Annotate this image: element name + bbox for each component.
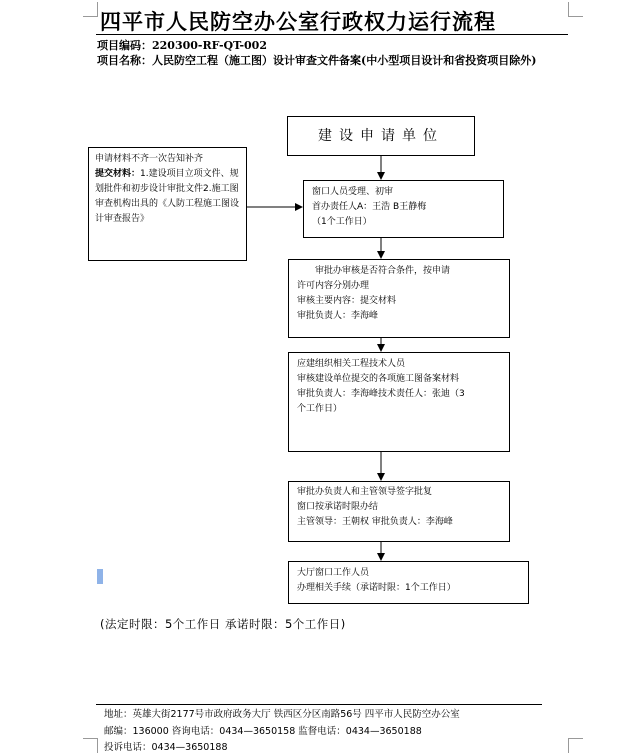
- step-approval-box: [288, 481, 510, 542]
- page-corner-mark: [83, 2, 98, 17]
- step-handling-box: [288, 561, 529, 604]
- footer-complaint: 投诉电话：0434—3650188: [104, 742, 228, 753]
- materials-list: 1.建设项目立项文件、规划批件和初步设计审批文件2.施工图审查机构出具的《人防工程施工图设计审查报告》: [95, 169, 240, 224]
- materials-label: 提交材料：: [95, 169, 141, 179]
- step-line: 大厅窗口工作人员: [297, 568, 370, 578]
- step-line: （1个工作日）: [312, 217, 372, 227]
- step-line: 个工作日）: [297, 404, 343, 414]
- project-code-label: 项目编码：: [97, 39, 152, 52]
- text-cursor-marker: [97, 569, 103, 584]
- page-corner-mark: [83, 738, 98, 753]
- supplement-note-box: [88, 147, 247, 261]
- project-code-value: 220300-RF-QT-002: [152, 39, 267, 52]
- step-line: 办理相关手续（承诺时限：1个工作日）: [297, 583, 456, 593]
- footer-address: 地址：英雄大街2177号市政府政务大厅 铁西区分区南路56号 四平市人民防空办公室: [104, 709, 460, 720]
- step-line: 审批办审核是否符合条件，按申请: [315, 266, 451, 276]
- page-corner-mark: [568, 738, 583, 753]
- step-line: 审核主要内容：提交材料: [297, 296, 397, 306]
- step-line: 应建组织相关工程技术人员: [297, 359, 406, 369]
- title-divider: [96, 34, 568, 35]
- step-line: 窗口按承诺时限办结: [297, 502, 379, 512]
- supplement-note-text: 申请材料不齐一次告知补齐: [95, 154, 204, 164]
- step-line: 许可内容分别办理: [297, 281, 370, 291]
- step-line: 窗口人员受理、初审: [312, 187, 394, 197]
- step-line: 审批负责人：李海峰: [297, 311, 379, 321]
- page-title: 四平市人民防空办公室行政权力运行流程: [100, 9, 496, 34]
- project-code-line: [97, 38, 577, 53]
- footer-contact: 邮编：136000 咨询电话：0434—3650158 监督电话：0434—3650188: [104, 726, 422, 737]
- step-review-box: [288, 259, 510, 338]
- project-name-line: [97, 53, 577, 68]
- time-limit-summary: (法定时限：5个工作日 承诺时限：5个工作日): [100, 617, 346, 631]
- page-corner-mark: [568, 2, 583, 17]
- project-name-value: 人民防空工程（施工图）设计审查文件备案(中小型项目设计和省投资项目除外): [152, 54, 537, 67]
- project-name-label: 项目名称：: [97, 54, 152, 67]
- applicant-box: 建设申请单位: [287, 116, 475, 156]
- step-line: 审批办负责人和主管领导签字批复: [297, 487, 433, 497]
- step-technical-review-box: [288, 352, 510, 452]
- step-line: 首办责任人A：王浩 B王静梅: [312, 202, 427, 212]
- step-acceptance-box: [303, 180, 504, 238]
- step-line: 审批负责人：李海峰技术责任人：张迪（3: [297, 389, 465, 399]
- materials-text: [95, 167, 240, 227]
- step-line: 主管领导：王朝权 审批负责人：李海峰: [297, 517, 453, 527]
- footer-divider: [96, 704, 542, 705]
- step-line: 审核建设单位提交的各项施工图备案材料: [297, 374, 460, 384]
